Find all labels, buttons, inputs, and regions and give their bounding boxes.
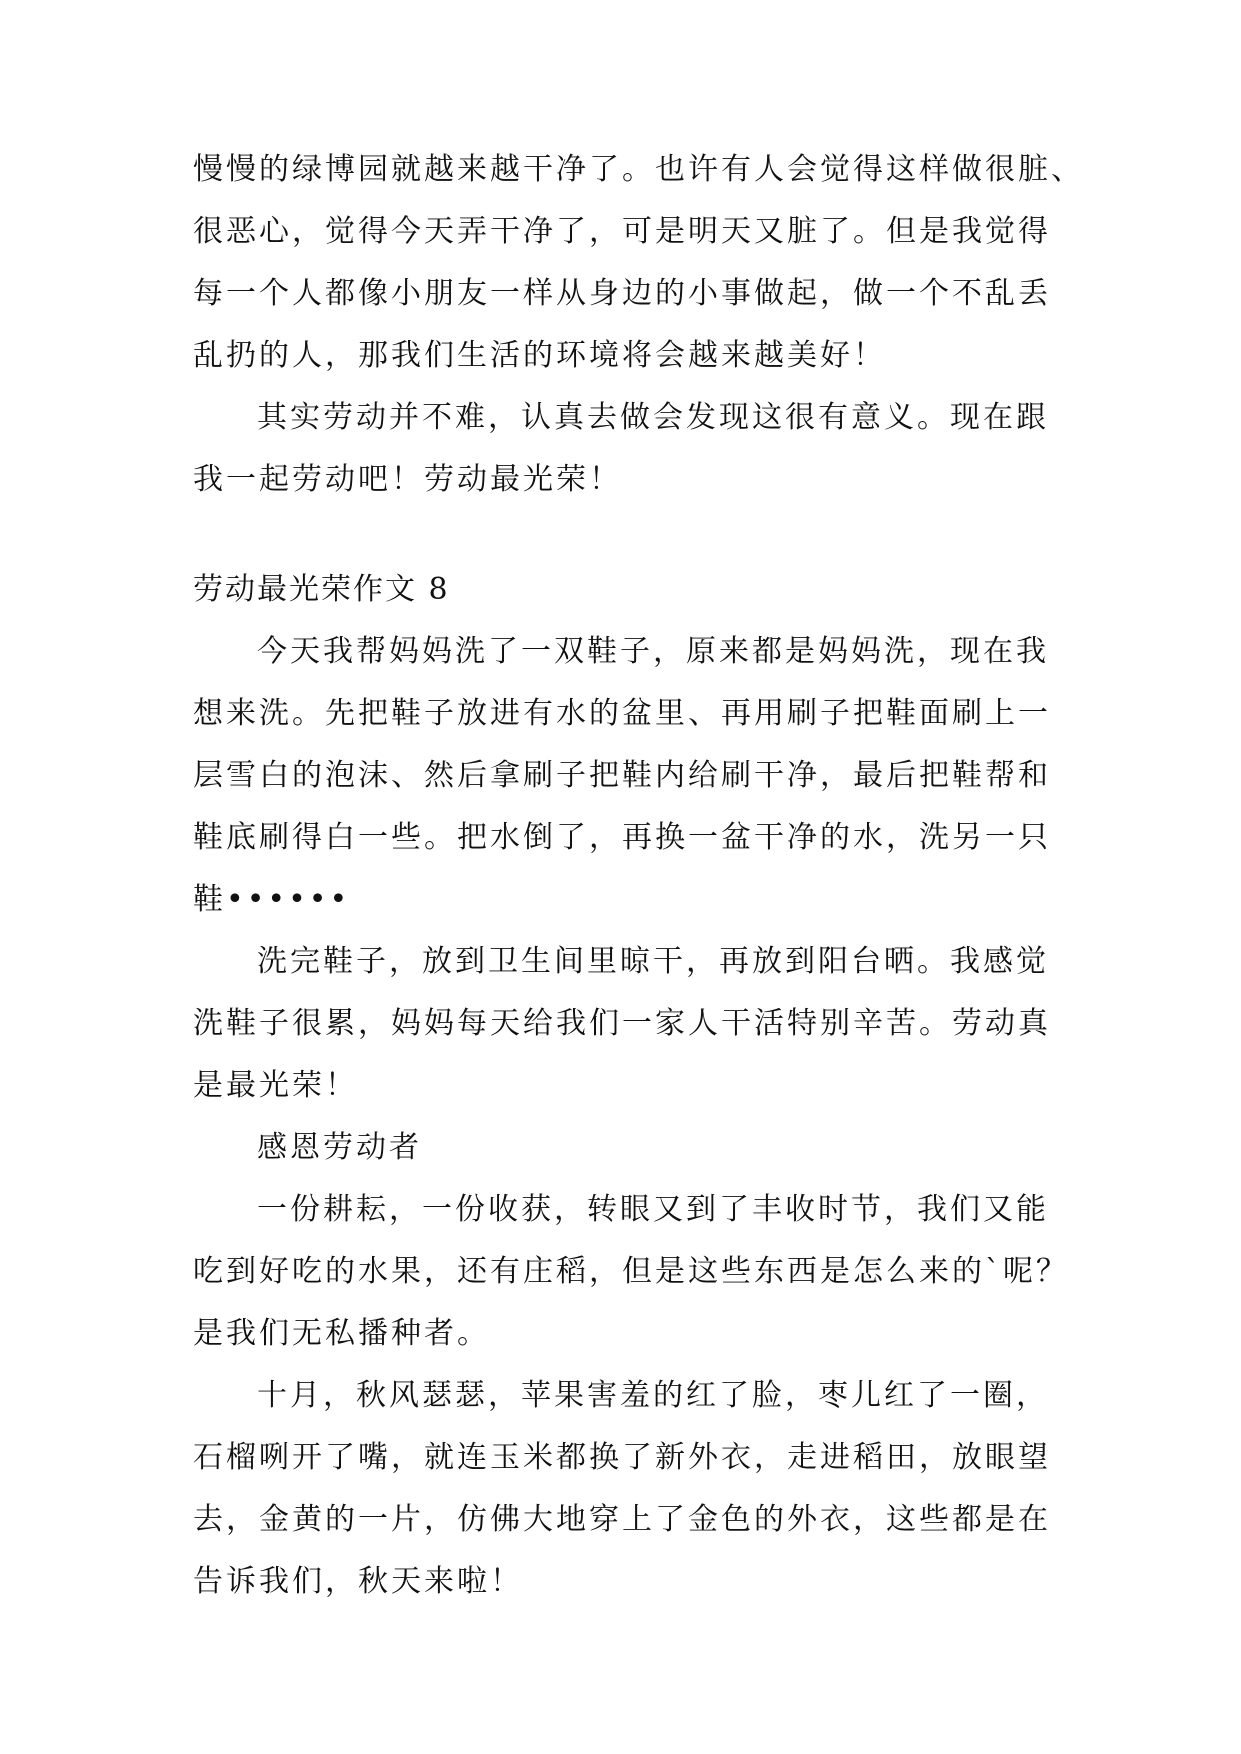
paragraph-line: 乱扔的人，那我们生活的环境将会越来越美好！ [193, 338, 886, 373]
paragraph-line: 一份耕耘，一份收获，转眼又到了丰收时节，我们又能 [257, 1192, 1049, 1227]
paragraph-line: 其实劳动并不难，认真去做会发现这很有意义。现在跟 [257, 400, 1049, 435]
paragraph-line: 我一起劳动吧！劳动最光荣！ [193, 462, 622, 497]
paragraph-line: 十月，秋风瑟瑟，苹果害羞的红了脸，枣儿红了一圈， [257, 1378, 1049, 1413]
paragraph-line: 每一个人都像小朋友一样从身边的小事做起，做一个不乱丢 [193, 276, 1051, 311]
paragraph-line: 告诉我们，秋天来啦！ [193, 1564, 523, 1599]
paragraph-line: 洗鞋子很累，妈妈每天给我们一家人干活特别辛苦。劳动真 [193, 1006, 1051, 1041]
paragraph-line: 今天我帮妈妈洗了一双鞋子，原来都是妈妈洗，现在我 [257, 634, 1049, 669]
paragraph-line: 鞋底刷得白一些。把水倒了，再换一盆干净的水，洗另一只 [193, 820, 1051, 855]
paragraph-line: 很恶心，觉得今天弄干净了，可是明天又脏了。但是我觉得 [193, 214, 1051, 249]
paragraph-line: 石榴咧开了嘴，就连玉米都换了新外衣，走进稻田，放眼望 [193, 1440, 1051, 1475]
paragraph-line: 鞋•••••• [193, 882, 351, 917]
paragraph-line: 去，金黄的一片，仿佛大地穿上了金色的外衣，这些都是在 [193, 1502, 1051, 1537]
section-heading: 劳动最光荣作文 8 [193, 572, 450, 607]
sub-heading: 感恩劳动者 [257, 1130, 422, 1165]
paragraph-line: 慢慢的绿博园就越来越干净了。也许有人会觉得这样做很脏、 [193, 152, 1084, 187]
paragraph-line: 是最光荣！ [193, 1068, 358, 1103]
paragraph-line: 是我们无私播种者。 [193, 1316, 490, 1351]
paragraph-line: 吃到好吃的水果，还有庄稻，但是这些东西是怎么来的`呢？ [193, 1254, 1069, 1289]
paragraph-line: 想来洗。先把鞋子放进有水的盆里、再用刷子把鞋面刷上一 [193, 696, 1051, 731]
paragraph-line: 层雪白的泡沫、然后拿刷子把鞋内给刷干净，最后把鞋帮和 [193, 758, 1051, 793]
paragraph-line: 洗完鞋子，放到卫生间里晾干，再放到阳台晒。我感觉 [257, 944, 1049, 979]
